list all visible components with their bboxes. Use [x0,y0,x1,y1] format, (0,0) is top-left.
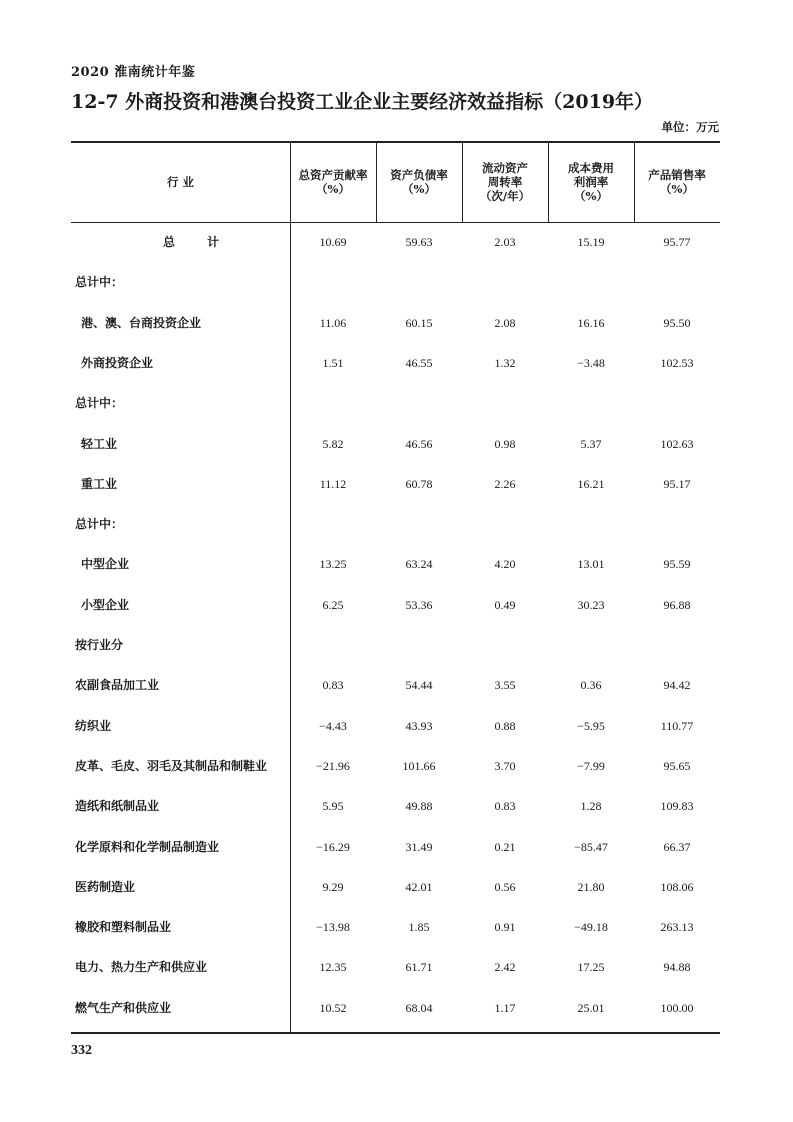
row-value: 4.20 [494,557,516,572]
row-value: 94.42 [663,678,691,693]
row-value: 59.63 [405,235,433,249]
row-value: 2.42 [494,960,516,975]
row-value: 94.88 [663,960,691,975]
row-value: 49.88 [405,799,433,814]
row-value [462,383,548,423]
row-label: 轻工业 [81,436,118,451]
table-row [71,867,720,907]
row-value: 15.19 [577,235,605,249]
row-value: 0.56 [494,879,516,894]
table-row [71,746,720,786]
row-value: 95.50 [663,315,691,330]
row-value: 17.25 [577,960,605,975]
row-value: 42.01 [405,879,433,894]
row-value: −5.95 [577,718,605,733]
row-value: 95.65 [663,758,691,773]
row-value: 100.00 [660,1000,694,1015]
table-row [71,706,720,746]
row-value: 95.59 [663,557,691,572]
row-value: 16.16 [577,315,605,330]
row-value: 5.37 [580,436,602,451]
row-value: 54.44 [405,678,433,693]
row-value: −85.47 [574,839,608,854]
row-label: 外商投资企业 [81,355,154,370]
table-row [71,504,720,544]
row-value: 46.55 [405,355,433,370]
row-value [376,262,462,302]
unit-label: 单位：万元 [661,120,719,134]
table-row [71,262,720,302]
table-row [71,424,720,464]
table-row [71,544,720,584]
row-label: 总计中： [75,275,124,290]
row-value: 0.49 [494,597,516,612]
row-value: 109.83 [660,799,694,814]
row-label: 港、澳、台商投资企业 [81,315,202,330]
row-value [634,625,720,665]
row-value: 25.01 [577,1000,605,1015]
row-value: 13.25 [319,557,347,572]
row-value: 110.77 [660,718,694,733]
row-value: 5.95 [322,799,344,814]
row-value [634,504,720,544]
row-value: −4.43 [319,718,347,733]
table-row [71,827,720,867]
row-value [634,262,720,302]
row-value: 66.37 [663,839,691,854]
row-value: 9.29 [322,879,344,894]
row-value: 1.17 [494,1000,516,1015]
row-value: 21.80 [577,879,605,894]
table-row [71,665,720,705]
row-value: 61.71 [405,960,433,975]
row-label: 重工业 [81,476,118,491]
row-value: 11.12 [319,476,347,491]
row-value: 2.03 [494,235,516,249]
row-value [462,262,548,302]
column-header-asset-turnover: 流动资产 周转率 （次/年） [479,160,531,203]
row-label: 橡胶和塑料制品业 [75,920,172,935]
row-label: 小型企业 [81,597,130,612]
row-value [290,625,376,665]
row-value [290,383,376,423]
row-value: 10.69 [319,235,347,249]
row-value: −21.96 [316,758,350,773]
row-label: 总计中： [75,396,124,411]
row-value: 5.82 [322,436,344,451]
table-row [71,625,720,665]
row-value: 13.01 [577,557,605,572]
row-value [376,625,462,665]
row-value: 68.04 [405,1000,433,1015]
row-value: −3.48 [577,355,605,370]
row-label: 按行业分 [75,638,124,652]
table-row [71,786,720,826]
table-row [71,383,720,423]
row-value: 43.93 [405,718,433,733]
column-header-cost-profit-rate: 成本费用 利润率 （%） [568,160,614,203]
row-label: 总 计 [163,235,234,249]
row-value [462,504,548,544]
row-value: 101.66 [402,758,436,773]
row-value: 60.78 [405,476,433,491]
table-row [71,222,720,262]
table-row [71,464,720,504]
row-value: 263.13 [660,920,694,935]
row-value [548,504,634,544]
column-header-industry: 行 业 [166,174,194,189]
table-row [71,947,720,987]
row-label: 燃气生产和供应业 [75,1000,172,1015]
table-bottom-rule [71,1032,720,1034]
page-number: 332 [71,1043,92,1058]
row-value [462,625,548,665]
row-value: 3.55 [494,678,516,693]
row-value: 16.21 [577,476,605,491]
row-value: 46.56 [405,436,433,451]
row-value [634,383,720,423]
row-label: 纺织业 [75,718,112,733]
row-label: 农副食品加工业 [75,678,160,693]
row-value: 0.83 [322,678,344,693]
row-label: 皮革、毛皮、羽毛及其制品和制鞋业 [75,758,268,773]
row-value: 2.26 [494,476,516,491]
row-value: 11.06 [319,315,347,330]
row-value [290,262,376,302]
row-value: 95.77 [663,235,691,249]
row-value: 0.88 [494,718,516,733]
row-value [290,504,376,544]
row-value: 0.36 [580,678,602,693]
row-value: −49.18 [574,920,608,935]
row-value: 3.70 [494,758,516,773]
row-value: 95.17 [663,476,691,491]
row-label: 中型企业 [81,557,130,572]
row-value: 31.49 [405,839,433,854]
row-label: 医药制造业 [75,879,136,894]
row-value: 2.08 [494,315,516,330]
column-header-debt-ratio: 资产负债率 （%） [390,167,448,196]
row-value: 53.36 [405,597,433,612]
table-row [71,585,720,625]
row-value: 1.85 [408,920,430,935]
row-value: 12.35 [319,960,347,975]
column-header-sales-rate: 产品销售率 （%） [648,167,706,196]
row-label: 造纸和纸制品业 [75,799,160,814]
row-value: 63.24 [405,557,433,572]
table-row [71,907,720,947]
row-value: 0.83 [494,799,516,814]
row-value: 102.53 [660,355,694,370]
row-value: −16.29 [316,839,350,854]
row-value [548,383,634,423]
table-row [71,303,720,343]
row-value: 6.25 [322,597,344,612]
row-value: 0.98 [494,436,516,451]
row-label: 电力、热力生产和供应业 [75,960,208,975]
row-value: −7.99 [577,758,605,773]
yearbook-name: 2020 淮南统计年鉴 [71,65,196,80]
row-value [376,383,462,423]
row-value: 60.15 [405,315,433,330]
row-value: 0.91 [494,920,516,935]
table-row [71,988,720,1028]
table-row [71,343,720,383]
row-value: 108.06 [660,879,694,894]
row-value: −13.98 [316,920,350,935]
row-value: 1.28 [580,799,602,814]
row-value: 1.51 [322,355,344,370]
row-value [548,262,634,302]
row-value [376,504,462,544]
row-value: 0.21 [494,839,516,854]
row-label: 总计中： [75,517,124,532]
row-value: 102.63 [660,436,694,451]
row-value: 30.23 [577,597,605,612]
table-title: 12-7 外商投资和港澳台投资工业企业主要经济效益指标（2019年） [71,91,654,113]
row-value: 1.32 [494,355,516,370]
row-label: 化学原料和化学制品制造业 [75,839,220,854]
column-header-total-asset-contribution: 总资产贡献率 （%） [298,167,368,196]
row-value [548,625,634,665]
row-value: 10.52 [319,1000,347,1015]
row-value: 96.88 [663,597,691,612]
